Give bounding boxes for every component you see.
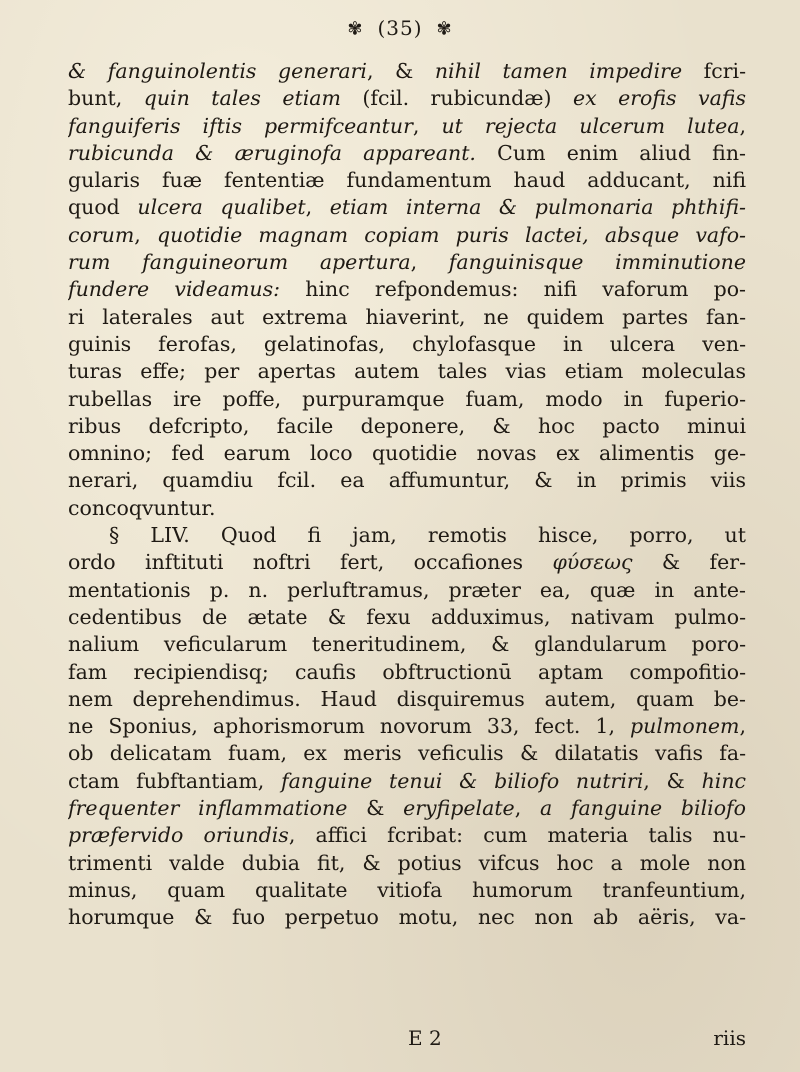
text-run: nem deprehendimus. Haud disquiremus autem, quam be-	[68, 686, 746, 711]
text-line	[68, 467, 746, 494]
text-line	[68, 440, 746, 467]
italic-run: ut rejecta ulcerum lutea	[441, 113, 740, 138]
text-line	[68, 549, 746, 576]
ornament-right-icon: ✾	[436, 18, 453, 40]
text-run: cedentibus de ætate & fexu adduximus, nativam pulmo-	[68, 604, 746, 629]
text-run: horumque & fuo perpetuo motu, nec non ab aëris, va-	[68, 905, 746, 930]
text-line	[68, 631, 746, 658]
italic-run: præfervido oriundis	[68, 823, 289, 848]
text-line	[68, 604, 746, 631]
page-number: (35)	[377, 16, 423, 40]
text-run: hinc refpondemus: nifi vaforum po-	[280, 277, 746, 302]
text-line	[68, 113, 746, 140]
text-run: gularis fuæ fententiæ fundamentum haud adducant, nifi	[68, 168, 746, 193]
italic-run: corum	[68, 222, 135, 247]
italic-run: ex erofis vafis	[572, 86, 746, 111]
text-run: ,	[410, 250, 449, 275]
text-line	[68, 85, 746, 112]
italic-run: etiam interna & pulmonaria phthifi-	[329, 195, 746, 220]
text-line	[68, 877, 746, 904]
page-header	[0, 16, 800, 41]
page-footer	[68, 1026, 746, 1052]
text-line	[68, 58, 746, 85]
text-line	[68, 386, 746, 413]
italic-run: quotidie magnam copiam puris lactei, absque vafo-	[156, 222, 746, 247]
italic-run: eryfipelate	[403, 796, 515, 821]
text-run: nerari, quamdiu fcil. ea affumuntur, & in primis viis	[68, 468, 746, 493]
italic-run: frequenter inflammatione	[68, 796, 348, 821]
italic-run: ulcera qualibet	[137, 195, 306, 220]
body-text	[68, 58, 746, 932]
text-line	[68, 713, 746, 740]
text-run: trimenti valde dubia fit, & potius vifcus hoc a mole non	[68, 850, 746, 875]
italic-run: fanguiferis iftis permifceantur	[68, 113, 413, 138]
text-line	[68, 577, 746, 604]
text-run: quod	[68, 195, 138, 220]
text-line	[68, 495, 746, 522]
italic-run: rubicunda & æruginofa appareant.	[68, 140, 476, 165]
text-line	[68, 659, 746, 686]
text-run: ctam fubftantiam,	[68, 768, 282, 793]
text-run: fam recipiendisq; caufis obftructionū aptam compofitio-	[68, 659, 746, 684]
text-run: bunt,	[68, 86, 144, 111]
text-run: Cum enim aliud fin-	[475, 140, 746, 165]
text-line	[68, 740, 746, 767]
catchword: riis	[713, 1026, 746, 1050]
ornament-left-icon: ✾	[347, 18, 364, 40]
italic-run: fanguine tenui & biliofo nutriri	[281, 768, 644, 793]
text-line	[68, 522, 746, 549]
text-run: , affici fcribat: cum materia talis nu-	[288, 823, 746, 848]
italic-run: rum fanguineorum apertura	[68, 250, 411, 275]
text-run: concoqvuntur.	[68, 495, 216, 520]
text-line	[68, 167, 746, 194]
italic-run: fanguinisque imminutione	[448, 250, 746, 275]
text-run: ribus defcripto, facile deponere, & hoc pacto minui	[68, 413, 746, 438]
text-line	[68, 222, 746, 249]
text-run: ob delicatam fuam, ex meris veficulis & dilatatis vafis fa-	[68, 741, 746, 766]
text-line	[68, 276, 746, 303]
text-run: ,	[514, 796, 540, 821]
text-line	[68, 795, 746, 822]
text-line	[68, 358, 746, 385]
text-run: nalium veficularum teneritudinem, & glandularum poro-	[68, 632, 746, 657]
text-line	[68, 304, 746, 331]
italic-run: fundere videamus:	[68, 277, 281, 302]
text-line	[68, 331, 746, 358]
text-line	[68, 904, 746, 931]
italic-run: & fanguinolentis generari	[68, 59, 367, 83]
text-run: , &	[643, 768, 702, 793]
text-run: , &	[366, 59, 435, 83]
italic-run: hinc	[701, 768, 746, 793]
text-run: fcri-	[682, 59, 746, 83]
italic-run: quin tales etiam	[143, 86, 341, 111]
text-run: minus, quam qualitate vitiofa humorum tranfeuntium,	[68, 877, 746, 902]
text-run: § LIV. Quod fi jam, remotis hisce, porro, ut	[68, 523, 746, 548]
text-run: guinis ferofas, gelatinofas, chylofasque in ulcera ven-	[68, 331, 746, 356]
text-line	[68, 686, 746, 713]
text-run: ,	[305, 195, 330, 220]
greek-word: φύσεως	[552, 550, 633, 575]
text-run: ,	[412, 113, 442, 138]
text-line	[68, 413, 746, 440]
text-run: & fer-	[632, 550, 746, 575]
text-line	[68, 249, 746, 276]
text-run: ordo inftituti noftri fert, occafiones	[68, 550, 553, 575]
text-run: &	[347, 796, 404, 821]
italic-run: a fanguine biliofo	[539, 796, 746, 821]
text-run: ,	[739, 714, 746, 739]
text-line	[68, 850, 746, 877]
signature-mark: E 2	[408, 1026, 442, 1050]
text-run: rubellas ire poffe, purpuramque fuam, modo in fuperio-	[68, 386, 746, 411]
text-line	[68, 194, 746, 221]
text-run: ne Sponius, aphorismorum novorum 33, fect. 1,	[68, 714, 631, 739]
text-run: turas effe; per apertas autem tales vias etiam moleculas	[68, 359, 746, 384]
text-run: ri laterales aut extrema hiaverint, ne quidem partes fan-	[68, 304, 746, 329]
text-line	[68, 768, 746, 795]
text-run: mentationis p. n. perluftramus, præter ea, quæ in ante-	[68, 577, 746, 602]
text-line	[68, 140, 746, 167]
text-run: ,	[739, 113, 746, 138]
text-run: omnino; fed earum loco quotidie novas ex alimentis ge-	[68, 441, 746, 466]
text-line	[68, 822, 746, 849]
text-run: (fcil. rubicundæ)	[340, 86, 573, 111]
italic-run: nihil tamen impedire	[434, 59, 683, 83]
italic-run: pulmonem	[630, 714, 740, 739]
text-run: ,	[134, 222, 157, 247]
